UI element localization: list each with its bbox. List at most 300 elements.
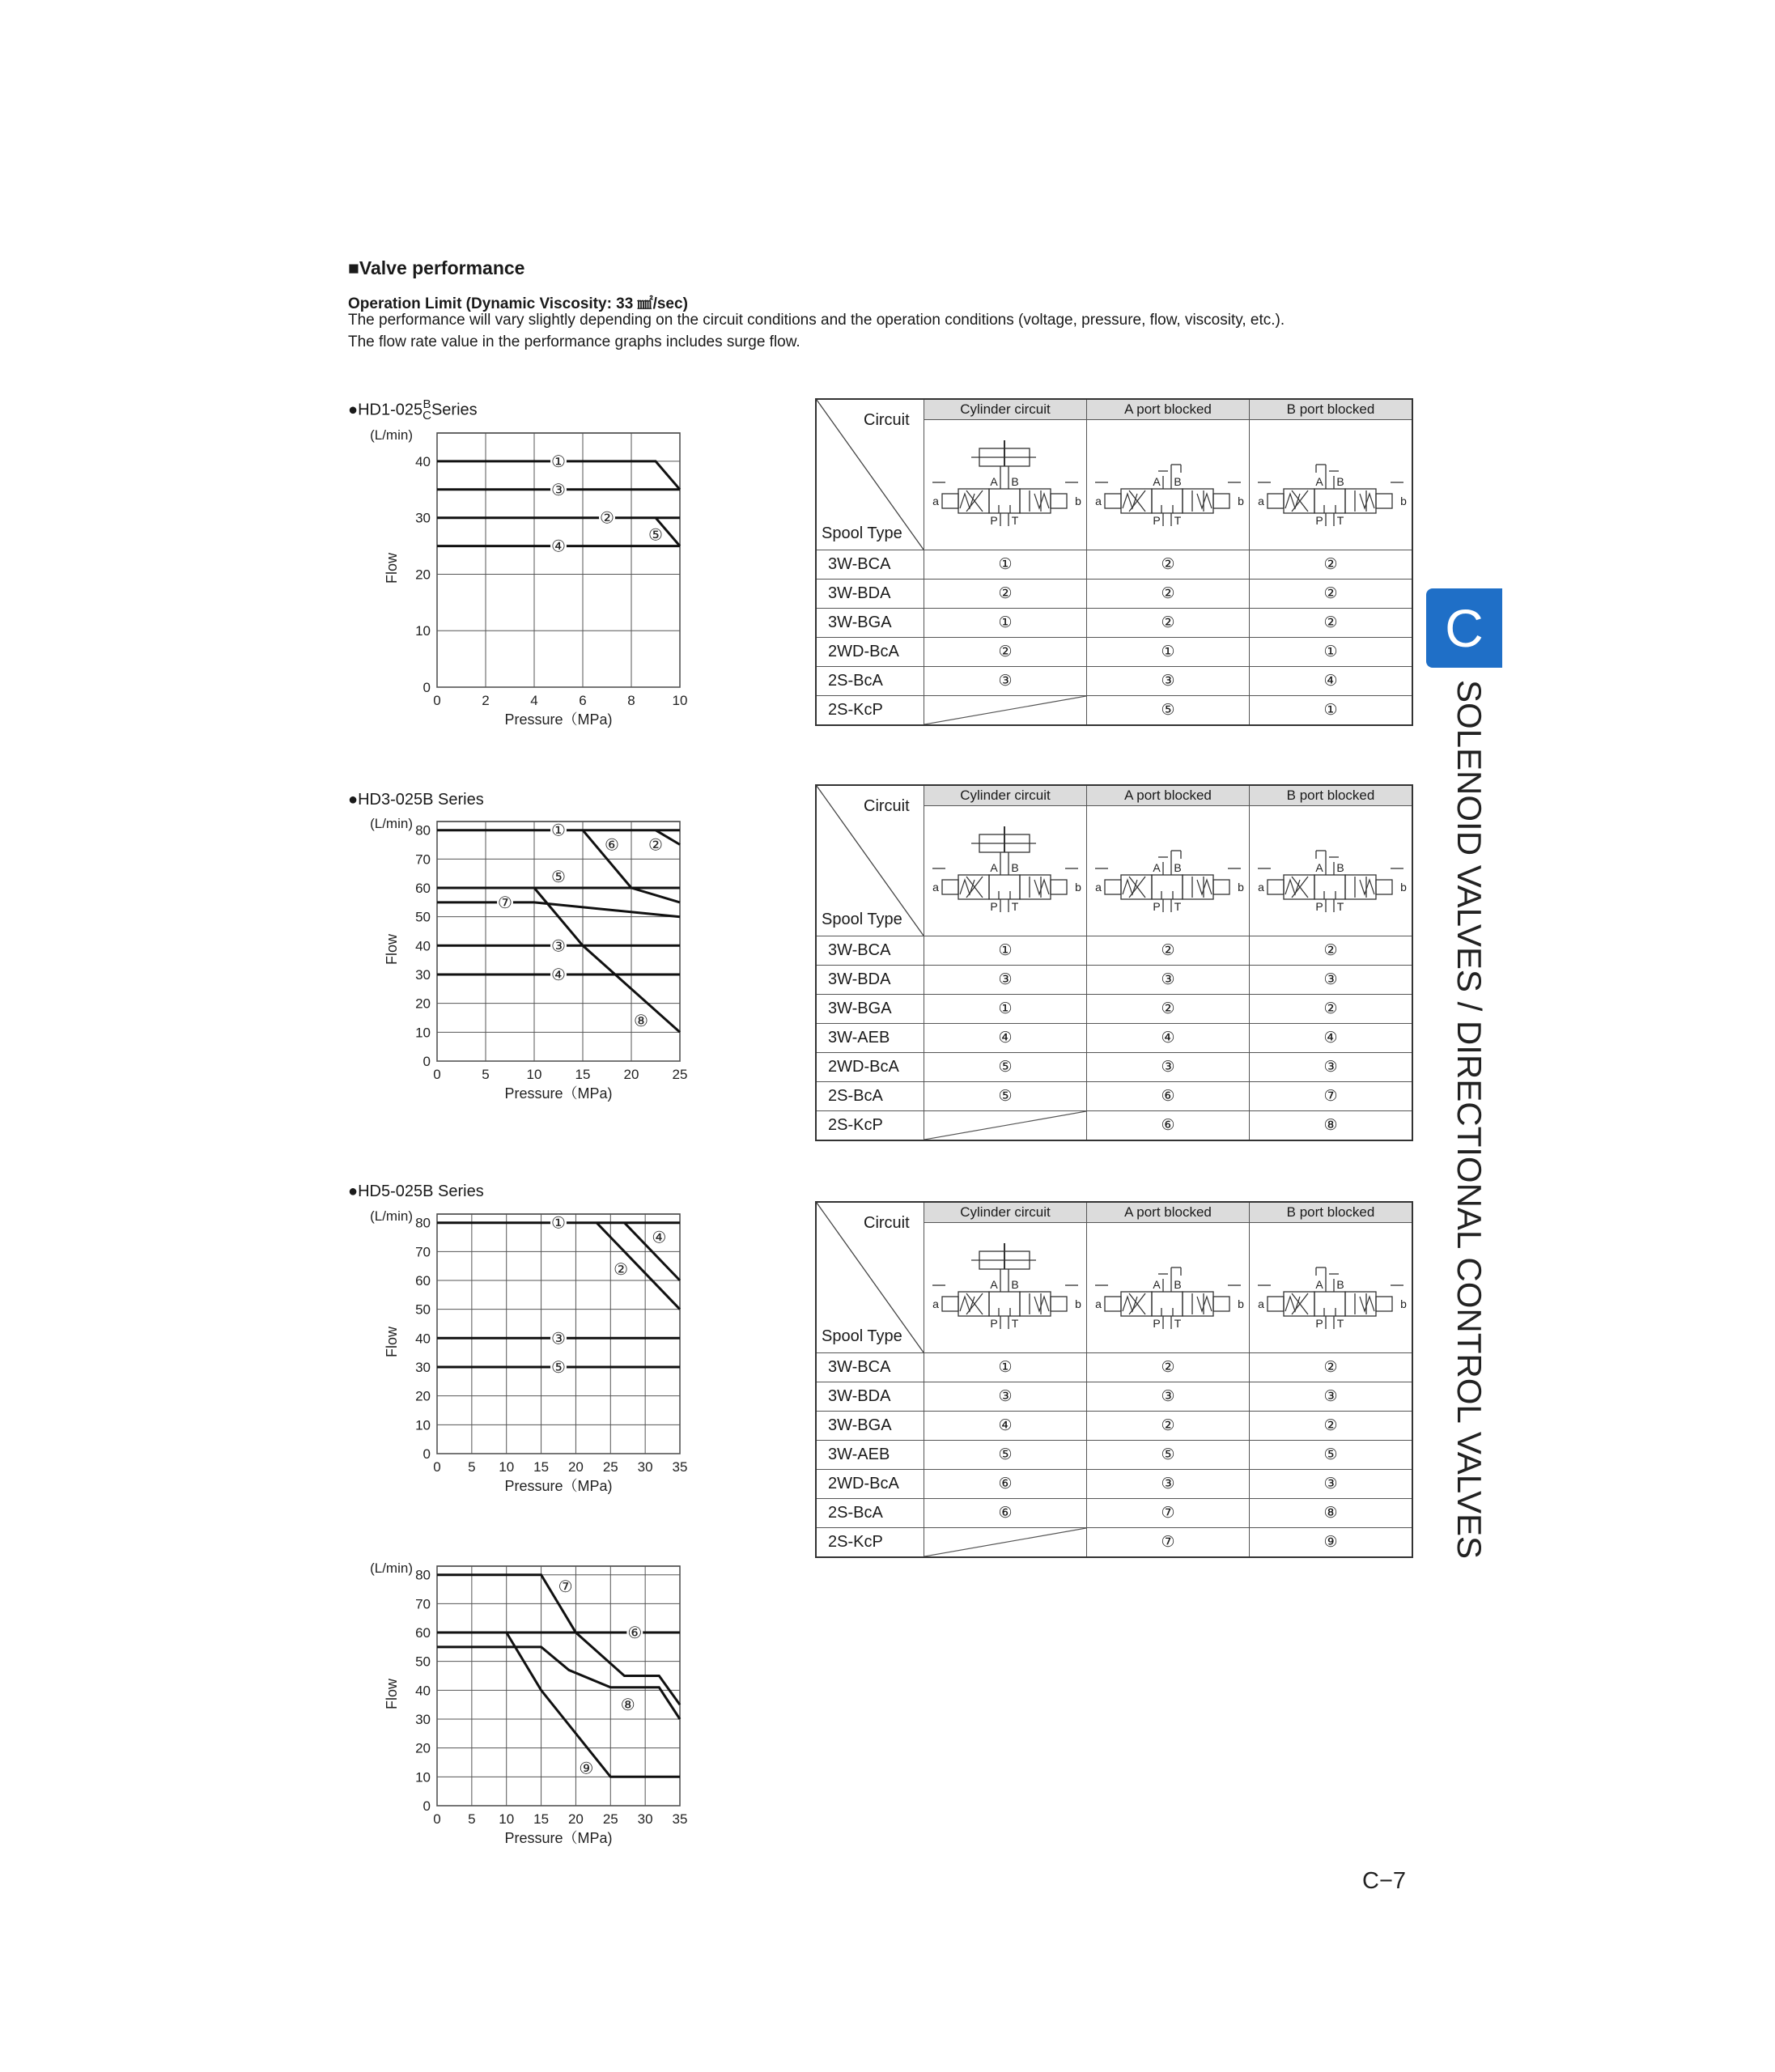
y-tick-label: 30 — [415, 510, 431, 526]
series-label-9: ⑨ — [579, 1760, 594, 1778]
performance-note-1: The performance will vary slightly depending on the circuit conditions and the operation conditions (voltage, pressure, flow, viscosity, etc.). — [348, 312, 1285, 329]
x-tick-label: 20 — [567, 1459, 584, 1475]
svg-text:a: a — [1095, 880, 1102, 894]
y-tick-label: 50 — [415, 909, 431, 925]
circuit-symbol-cell — [1087, 806, 1250, 936]
svg-text:b: b — [1238, 494, 1244, 507]
table-row — [816, 1441, 1412, 1470]
spool-type-name: 3W-BGA — [816, 1412, 924, 1441]
spool-type-name: 2WD-BcA — [816, 1053, 924, 1082]
valve-symbol-b — [1251, 422, 1410, 544]
svg-text:T: T — [1336, 1316, 1344, 1330]
table-corner-header — [816, 785, 924, 936]
x-tick-label: 30 — [637, 1459, 653, 1475]
circuit-symbol-cell — [924, 1223, 1087, 1353]
spool-type-name: 3W-BGA — [816, 995, 924, 1024]
series-label-7: ⑦ — [558, 1577, 573, 1596]
table-row — [816, 580, 1412, 609]
svg-text:B: B — [1174, 860, 1182, 874]
curve-ref-cell: ④ — [1087, 1024, 1250, 1053]
curve-ref-cell: ③ — [924, 667, 1087, 696]
empty-cell-diagonal — [924, 1528, 1086, 1556]
series-label-5: ⑤ — [648, 526, 663, 545]
table-row — [816, 1082, 1412, 1111]
y-tick-label: 70 — [415, 851, 431, 868]
y-tick-label: 70 — [415, 1244, 431, 1260]
curve-ref-cell: ⑤ — [1250, 1441, 1413, 1470]
x-tick-label: 0 — [433, 1811, 441, 1827]
curve-ref-cell: ① — [924, 995, 1087, 1024]
y-tick-label: 10 — [415, 1417, 431, 1433]
column-header: Cylinder circuit — [924, 785, 1087, 806]
svg-text:A: A — [1153, 1277, 1161, 1291]
spool-type-name: 2S-BcA — [816, 667, 924, 696]
column-header: A port blocked — [1087, 399, 1250, 420]
valve-symbol-cyl — [926, 422, 1085, 544]
series-title-hd5: ●HD5-025B Series — [348, 1182, 484, 1200]
spool-table-2 — [815, 784, 1413, 1141]
chart-hd5-b — [348, 1558, 704, 1878]
curve-ref-cell: ② — [1087, 936, 1250, 966]
curve-ref-cell: ① — [924, 1353, 1087, 1382]
spool-type-name: 3W-AEB — [816, 1441, 924, 1470]
x-axis-label: Pressure（MPa) — [504, 1830, 613, 1846]
x-tick-label: 20 — [567, 1811, 584, 1827]
curve-ref-cell: ② — [1250, 550, 1413, 580]
series-title-hd3: ●HD3-025B Series — [348, 791, 484, 809]
curve-ref-cell: ② — [1087, 580, 1250, 609]
spool-type-name: 2S-KcP — [816, 696, 924, 726]
column-header: Cylinder circuit — [924, 1202, 1087, 1223]
empty-cell-diagonal — [924, 1111, 1086, 1140]
spool-type-name: 2WD-BcA — [816, 1470, 924, 1499]
curve-ref-cell: ① — [924, 609, 1087, 638]
svg-text:A: A — [990, 860, 998, 874]
curve-ref-cell: ③ — [1250, 1382, 1413, 1412]
series-label-4: ④ — [551, 537, 566, 556]
table-row — [816, 1024, 1412, 1053]
spool-type-name: 3W-BCA — [816, 1353, 924, 1382]
curve-ref-cell: ⑦ — [1250, 1082, 1413, 1111]
svg-text:a: a — [932, 880, 939, 894]
curve-ref-cell: ④ — [1250, 667, 1413, 696]
x-tick-label: 15 — [533, 1811, 550, 1827]
circuit-label: Circuit — [864, 1214, 910, 1232]
series-line-9 — [507, 1633, 680, 1777]
performance-note-2: The flow rate value in the performance graphs includes surge flow. — [348, 333, 800, 350]
chart-hd1 — [348, 425, 704, 749]
x-axis-label: Pressure（MPa) — [504, 711, 613, 728]
spool-type-name: 2S-BcA — [816, 1082, 924, 1111]
table-row — [816, 966, 1412, 995]
table-row — [816, 696, 1412, 726]
svg-text:P: P — [990, 1316, 998, 1330]
y-unit-label: (L/min) — [370, 1208, 413, 1224]
spool-type-label: Spool Type — [822, 1327, 902, 1345]
curve-ref-cell: ① — [1087, 638, 1250, 667]
y-tick-label: 80 — [415, 1215, 431, 1231]
svg-text:A: A — [1153, 860, 1161, 874]
x-tick-label: 2 — [482, 693, 490, 708]
chart-hd3 — [348, 813, 704, 1133]
y-tick-label: 40 — [415, 1683, 431, 1699]
svg-text:A: A — [990, 474, 998, 488]
series-label-4: ④ — [652, 1229, 667, 1247]
y-tick-label: 40 — [415, 453, 431, 469]
curve-ref-cell: ② — [1250, 1353, 1413, 1382]
curve-ref-cell: ③ — [924, 966, 1087, 995]
curve-ref-cell: ③ — [1087, 1053, 1250, 1082]
y-tick-label: 10 — [415, 1769, 431, 1785]
x-tick-label: 5 — [482, 1067, 490, 1082]
svg-text:A: A — [1315, 474, 1323, 488]
chart-hd5-a — [348, 1206, 704, 1518]
y-tick-label: 20 — [415, 996, 431, 1012]
curve-ref-cell: ③ — [1087, 667, 1250, 696]
svg-text:T: T — [1011, 513, 1019, 527]
y-tick-label: 50 — [415, 1654, 431, 1670]
curve-ref-cell: ③ — [1250, 966, 1413, 995]
table-row — [816, 1528, 1412, 1558]
curve-ref-cell: ④ — [924, 1412, 1087, 1441]
series-label-2: ② — [614, 1260, 629, 1279]
series-label-2: ② — [648, 836, 663, 855]
circuit-symbol-cell — [924, 806, 1087, 936]
spool-type-name: 3W-BDA — [816, 1382, 924, 1412]
x-tick-label: 25 — [602, 1811, 618, 1827]
svg-text:P: P — [1315, 513, 1323, 527]
empty-cell — [924, 1528, 1087, 1558]
y-tick-label: 0 — [423, 1446, 431, 1462]
curve-ref-cell: ③ — [1087, 966, 1250, 995]
svg-text:a: a — [932, 494, 939, 507]
svg-text:a: a — [1095, 494, 1102, 507]
y-tick-label: 40 — [415, 938, 431, 954]
spool-type-label: Spool Type — [822, 524, 902, 542]
valve-symbol-cyl — [926, 1225, 1085, 1347]
y-tick-label: 60 — [415, 1625, 431, 1641]
curve-ref-cell: ② — [1087, 1353, 1250, 1382]
svg-text:A: A — [1315, 860, 1323, 874]
curve-ref-cell: ① — [1250, 696, 1413, 726]
svg-text:a: a — [932, 1297, 939, 1310]
svg-text:B: B — [1336, 474, 1344, 488]
curve-ref-cell: ⑤ — [924, 1441, 1087, 1470]
svg-text:P: P — [990, 513, 998, 527]
table-row — [816, 1353, 1412, 1382]
x-axis-label: Pressure（MPa) — [504, 1478, 613, 1494]
curve-ref-cell: ② — [924, 580, 1087, 609]
curve-ref-cell: ③ — [1087, 1382, 1250, 1412]
y-tick-label: 20 — [415, 1740, 431, 1756]
x-tick-label: 25 — [672, 1067, 688, 1082]
spool-type-name: 3W-AEB — [816, 1024, 924, 1053]
valve-symbol-a — [1089, 1225, 1247, 1347]
y-axis-label: Flow — [384, 552, 400, 584]
curve-ref-cell: ⑥ — [1087, 1111, 1250, 1141]
svg-text:b: b — [1075, 880, 1081, 894]
curve-ref-cell: ③ — [1250, 1053, 1413, 1082]
x-tick-label: 20 — [623, 1067, 639, 1082]
x-tick-label: 15 — [533, 1459, 550, 1475]
svg-text:A: A — [1315, 1277, 1323, 1291]
svg-text:a: a — [1258, 1297, 1264, 1310]
svg-text:P: P — [1153, 513, 1161, 527]
curve-ref-cell: ③ — [924, 1382, 1087, 1412]
svg-text:a: a — [1258, 494, 1264, 507]
svg-text:b: b — [1075, 1297, 1081, 1310]
svg-text:B: B — [1011, 474, 1019, 488]
table-row — [816, 1382, 1412, 1412]
svg-text:a: a — [1095, 1297, 1102, 1310]
series-label-4: ④ — [551, 966, 566, 985]
svg-text:B: B — [1011, 1277, 1019, 1291]
series-label-6: ⑥ — [605, 836, 619, 855]
curve-ref-cell: ② — [1087, 609, 1250, 638]
y-unit-label: (L/min) — [370, 816, 413, 831]
spool-type-name: 2S-BcA — [816, 1499, 924, 1528]
x-tick-label: 10 — [499, 1459, 515, 1475]
x-tick-label: 35 — [672, 1459, 688, 1475]
x-tick-label: 8 — [627, 693, 635, 708]
x-tick-label: 4 — [530, 693, 538, 708]
column-header: B port blocked — [1250, 1202, 1413, 1223]
curve-ref-cell: ① — [924, 936, 1087, 966]
spool-type-label: Spool Type — [822, 911, 902, 928]
svg-text:B: B — [1011, 860, 1019, 874]
y-tick-label: 80 — [415, 822, 431, 839]
series-title-hd1: ●HD1-025B CSeries — [348, 397, 478, 422]
series-label-3: ③ — [551, 481, 566, 499]
table-row — [816, 638, 1412, 667]
svg-text:T: T — [1174, 1316, 1182, 1330]
curve-ref-cell: ④ — [924, 1024, 1087, 1053]
curve-ref-cell: ① — [1250, 638, 1413, 667]
curve-ref-cell: ② — [1250, 936, 1413, 966]
page-number: C−7 — [1362, 1868, 1407, 1894]
curve-ref-cell: ② — [1087, 995, 1250, 1024]
svg-text:B: B — [1336, 860, 1344, 874]
curve-ref-cell: ② — [1250, 995, 1413, 1024]
circuit-label: Circuit — [864, 411, 910, 429]
series-label-8: ⑧ — [634, 1013, 648, 1031]
operation-limit-title: Operation Limit (Dynamic Viscosity: 33 ㎟/sec) — [348, 295, 688, 312]
svg-text:T: T — [1336, 899, 1344, 913]
x-tick-label: 0 — [433, 1459, 441, 1475]
x-tick-label: 0 — [433, 1067, 441, 1082]
curve-ref-cell: ② — [924, 638, 1087, 667]
section-tab-letter[interactable]: C — [1426, 588, 1502, 668]
svg-text:P: P — [1315, 899, 1323, 913]
y-tick-label: 0 — [423, 1798, 431, 1814]
y-tick-label: 30 — [415, 1360, 431, 1376]
series-label-1: ① — [551, 452, 566, 471]
circuit-symbol-cell — [1250, 420, 1413, 550]
svg-text:T: T — [1174, 513, 1182, 527]
circuit-symbol-cell — [1087, 1223, 1250, 1353]
svg-text:b: b — [1238, 1297, 1244, 1310]
table-row — [816, 550, 1412, 580]
x-tick-label: 5 — [468, 1459, 476, 1475]
curve-ref-cell: ⑥ — [924, 1470, 1087, 1499]
y-tick-label: 30 — [415, 967, 431, 983]
curve-ref-cell: ② — [1250, 609, 1413, 638]
series-label-2: ② — [600, 509, 614, 528]
y-tick-label: 50 — [415, 1301, 431, 1318]
x-tick-label: 10 — [526, 1067, 542, 1082]
curve-ref-cell: ⑦ — [1087, 1528, 1250, 1558]
x-tick-label: 10 — [499, 1811, 515, 1827]
curve-ref-cell: ③ — [1250, 1470, 1413, 1499]
series-label-1: ① — [551, 1214, 566, 1233]
curve-ref-cell: ⑧ — [1250, 1111, 1413, 1141]
spool-type-name: 3W-BGA — [816, 609, 924, 638]
x-tick-label: 10 — [672, 693, 688, 708]
curve-ref-cell: ① — [924, 550, 1087, 580]
column-header: B port blocked — [1250, 785, 1413, 806]
x-tick-label: 15 — [575, 1067, 591, 1082]
spool-type-name: 2S-KcP — [816, 1111, 924, 1141]
table-row — [816, 667, 1412, 696]
series-label-8: ⑧ — [620, 1696, 635, 1715]
svg-text:b: b — [1400, 880, 1407, 894]
y-axis-label: Flow — [384, 933, 400, 966]
x-tick-label: 0 — [433, 693, 441, 708]
y-unit-label: (L/min) — [370, 1560, 413, 1576]
spool-type-name: 3W-BCA — [816, 550, 924, 580]
column-header: Cylinder circuit — [924, 399, 1087, 420]
valve-symbol-a — [1089, 809, 1247, 930]
section-heading: ■Valve performance — [348, 257, 525, 278]
circuit-symbol-cell — [1250, 1223, 1413, 1353]
series-label-1: ① — [551, 822, 566, 840]
curve-ref-cell: ② — [1087, 1412, 1250, 1441]
svg-text:A: A — [1153, 474, 1161, 488]
svg-text:b: b — [1075, 494, 1081, 507]
curve-ref-cell: ⑧ — [1250, 1499, 1413, 1528]
svg-text:b: b — [1400, 1297, 1407, 1310]
svg-text:P: P — [1153, 899, 1161, 913]
empty-cell-diagonal — [924, 696, 1086, 724]
curve-ref-cell: ⑥ — [1087, 1082, 1250, 1111]
curve-ref-cell: ⑨ — [1250, 1528, 1413, 1558]
table-corner-header — [816, 1202, 924, 1353]
y-tick-label: 30 — [415, 1712, 431, 1728]
circuit-label: Circuit — [864, 797, 910, 815]
curve-ref-cell: ⑦ — [1087, 1499, 1250, 1528]
x-tick-label: 5 — [468, 1811, 476, 1827]
curve-ref-cell: ② — [1250, 580, 1413, 609]
y-tick-label: 10 — [415, 623, 431, 639]
series-line-7 — [437, 902, 680, 917]
svg-text:B: B — [1336, 1277, 1344, 1291]
empty-cell — [924, 696, 1087, 726]
table-row — [816, 936, 1412, 966]
y-unit-label: (L/min) — [370, 427, 413, 443]
series-line-8 — [437, 1647, 680, 1719]
valve-symbol-b — [1251, 809, 1410, 930]
series-label-3: ③ — [551, 1330, 566, 1348]
spool-table-1 — [815, 398, 1413, 726]
valve-symbol-a — [1089, 422, 1247, 544]
x-tick-label: 6 — [579, 693, 587, 708]
svg-text:T: T — [1336, 513, 1344, 527]
column-header: A port blocked — [1087, 1202, 1250, 1223]
svg-text:P: P — [1153, 1316, 1161, 1330]
circuit-symbol-cell — [1087, 420, 1250, 550]
section-side-title: SOLENOID VALVES / DIRECTIONAL CONTROL VALVES — [1450, 680, 1488, 1560]
series-label-3: ③ — [551, 937, 566, 956]
svg-text:P: P — [990, 899, 998, 913]
y-axis-label: Flow — [384, 1326, 400, 1358]
y-tick-label: 20 — [415, 1388, 431, 1404]
svg-text:P: P — [1315, 1316, 1323, 1330]
svg-text:T: T — [1011, 899, 1019, 913]
x-tick-label: 30 — [637, 1811, 653, 1827]
plot-frame — [437, 433, 680, 687]
y-tick-label: 80 — [415, 1567, 431, 1583]
svg-text:a: a — [1258, 880, 1264, 894]
table-row — [816, 1053, 1412, 1082]
y-tick-label: 20 — [415, 567, 431, 583]
table-row — [816, 1111, 1412, 1141]
spool-type-name: 3W-BCA — [816, 936, 924, 966]
y-tick-label: 60 — [415, 881, 431, 897]
spool-table-3 — [815, 1201, 1413, 1558]
svg-text:b: b — [1238, 880, 1244, 894]
svg-text:T: T — [1174, 899, 1182, 913]
spool-type-name: 3W-BDA — [816, 966, 924, 995]
series-label-5: ⑤ — [551, 868, 566, 886]
circuit-symbol-cell — [924, 420, 1087, 550]
y-tick-label: 0 — [423, 1054, 431, 1069]
y-tick-label: 10 — [415, 1025, 431, 1041]
svg-text:b: b — [1400, 494, 1407, 507]
table-row — [816, 609, 1412, 638]
x-tick-label: 35 — [672, 1811, 688, 1827]
circuit-symbol-cell — [1250, 806, 1413, 936]
table-row — [816, 1499, 1412, 1528]
column-header: A port blocked — [1087, 785, 1250, 806]
y-tick-label: 60 — [415, 1273, 431, 1289]
valve-symbol-b — [1251, 1225, 1410, 1347]
svg-text:A: A — [990, 1277, 998, 1291]
svg-text:B: B — [1174, 474, 1182, 488]
curve-ref-cell: ⑤ — [924, 1082, 1087, 1111]
column-header: B port blocked — [1250, 399, 1413, 420]
x-tick-label: 25 — [602, 1459, 618, 1475]
curve-ref-cell: ⑥ — [924, 1499, 1087, 1528]
spool-type-name: 2S-KcP — [816, 1528, 924, 1558]
y-tick-label: 70 — [415, 1596, 431, 1612]
series-label-5: ⑤ — [551, 1359, 566, 1378]
curve-ref-cell: ② — [1250, 1412, 1413, 1441]
table-row — [816, 1470, 1412, 1499]
series-label-6: ⑥ — [627, 1624, 643, 1643]
svg-text:T: T — [1011, 1316, 1019, 1330]
curve-ref-cell: ② — [1087, 550, 1250, 580]
table-row — [816, 995, 1412, 1024]
svg-text:B: B — [1174, 1277, 1182, 1291]
series-label-7: ⑦ — [498, 894, 512, 912]
y-axis-label: Flow — [384, 1678, 400, 1710]
curve-ref-cell: ⑤ — [924, 1053, 1087, 1082]
y-tick-label: 0 — [423, 680, 431, 695]
curve-ref-cell: ④ — [1250, 1024, 1413, 1053]
curve-ref-cell: ⑤ — [1087, 1441, 1250, 1470]
x-axis-label: Pressure（MPa) — [504, 1085, 613, 1102]
spool-type-name: 2WD-BcA — [816, 638, 924, 667]
